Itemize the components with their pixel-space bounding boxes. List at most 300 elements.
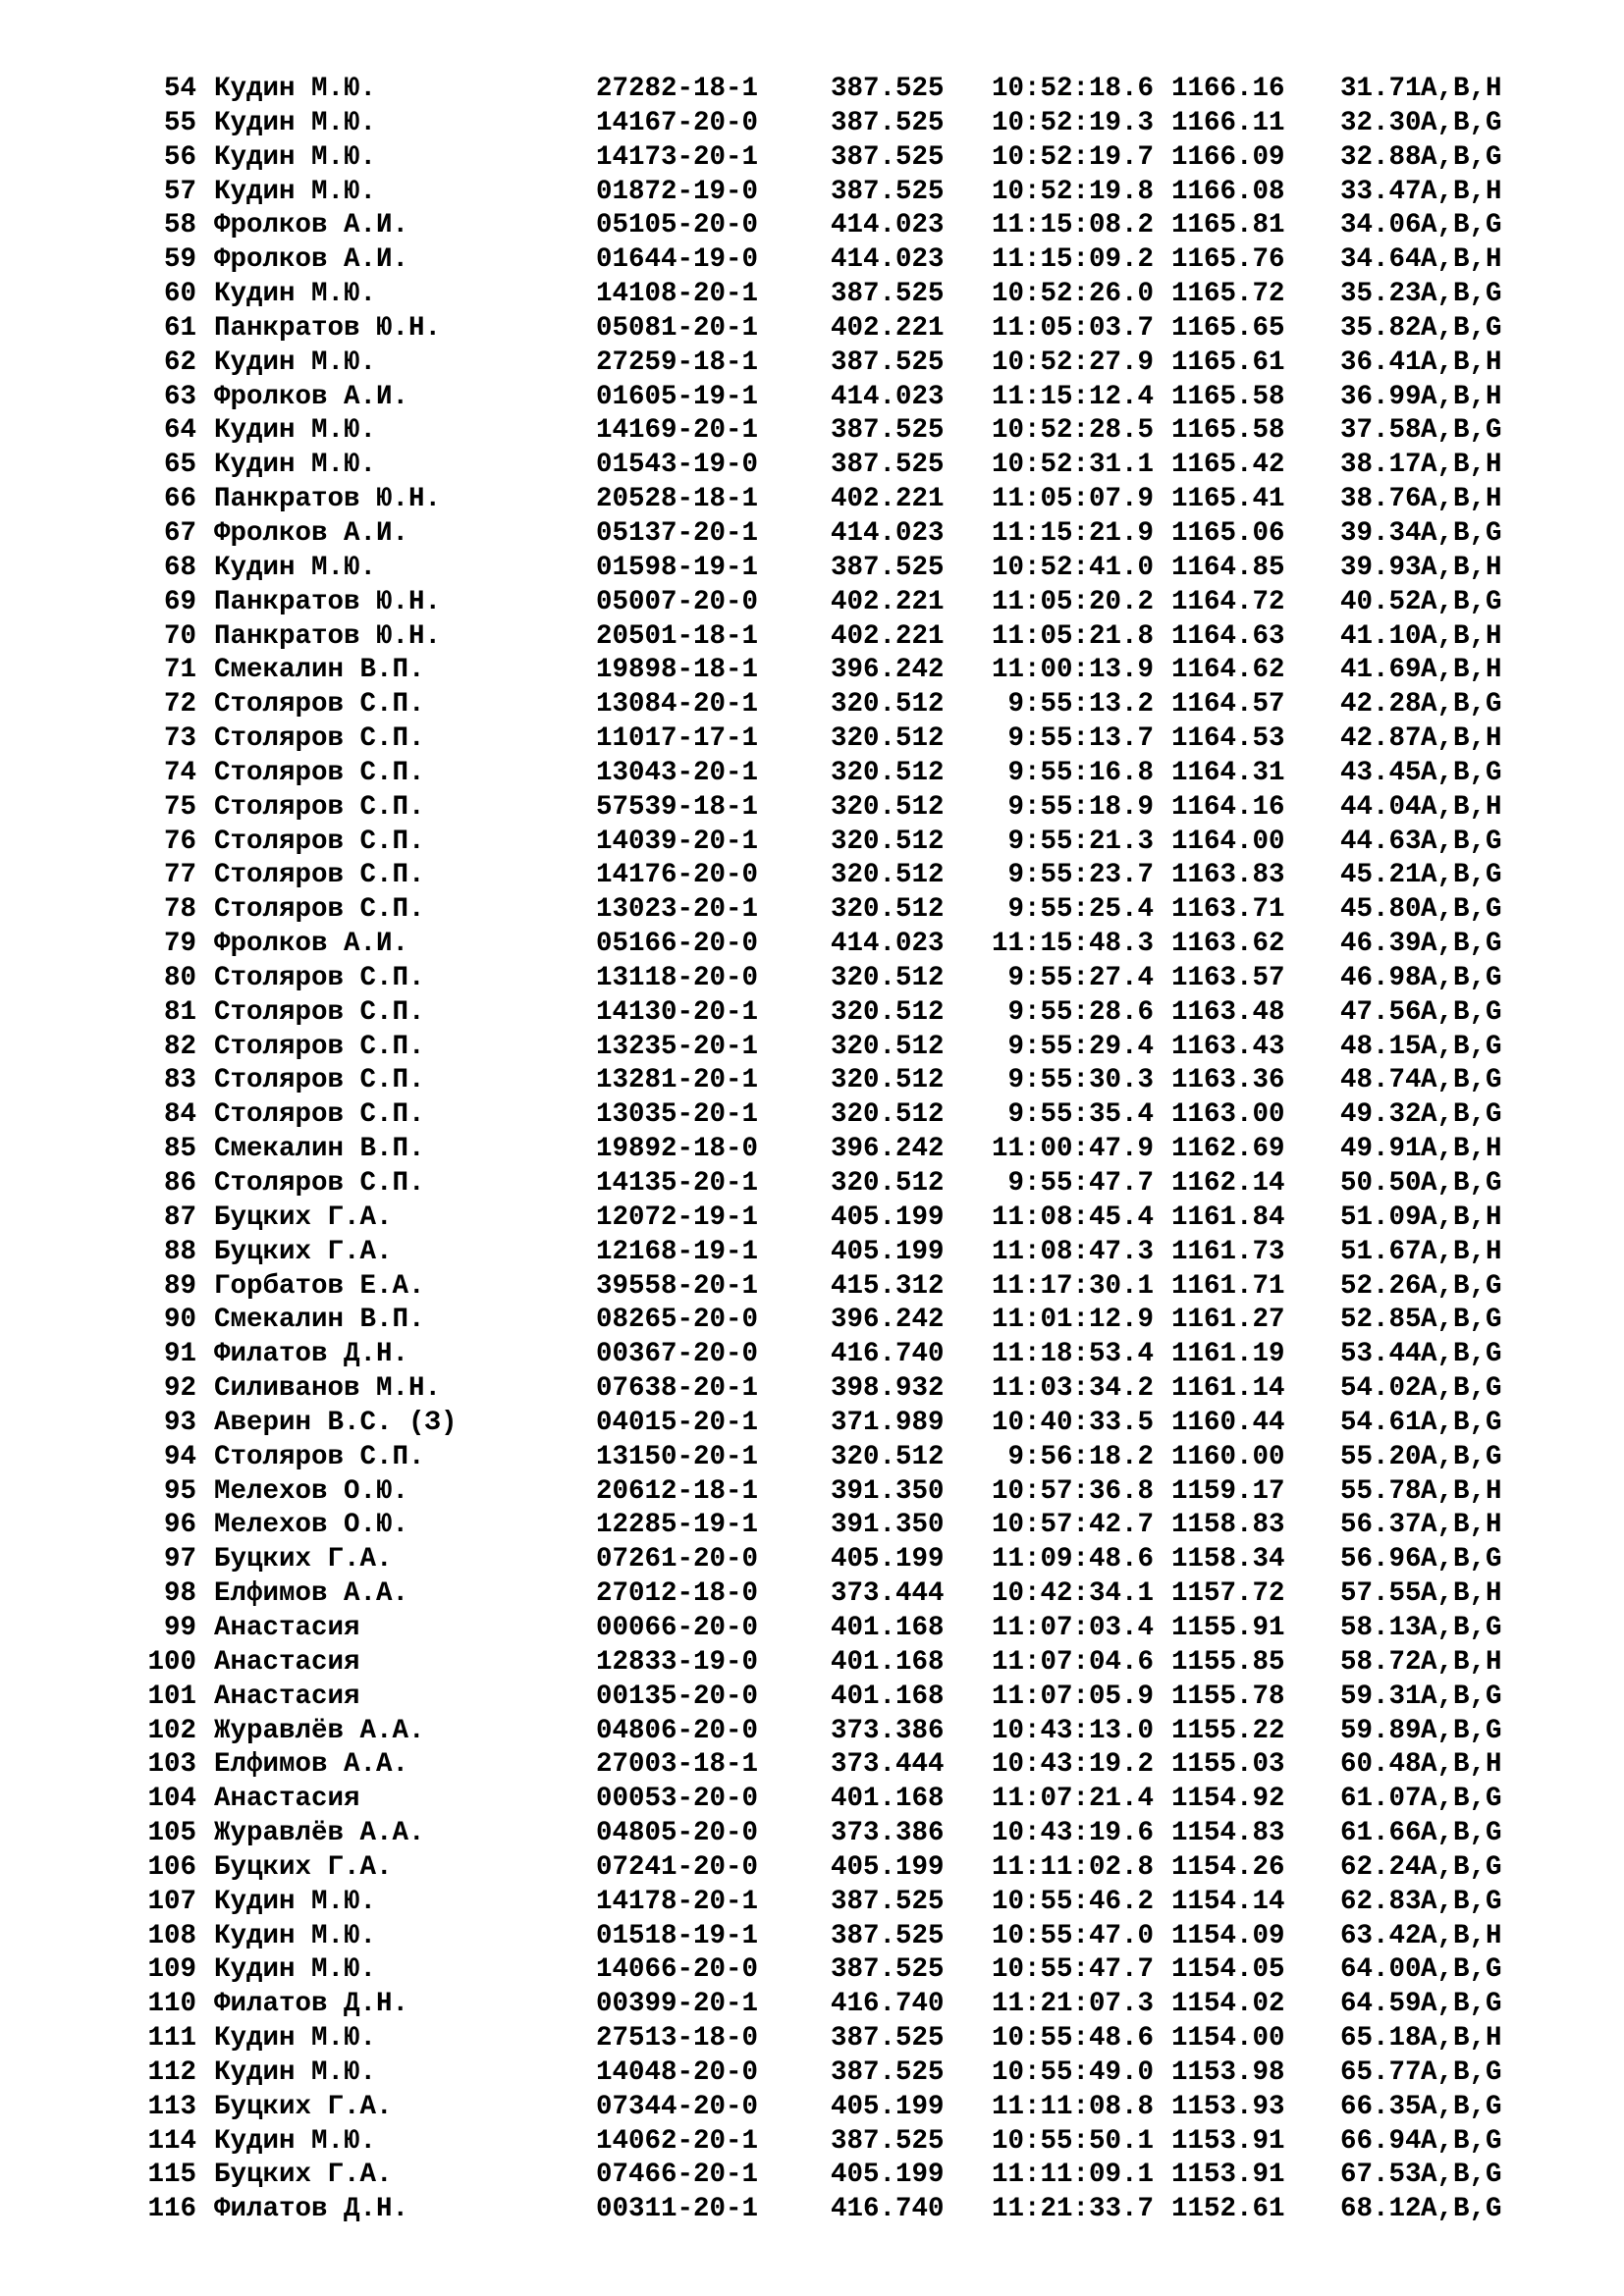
classes: A,B,H — [1421, 381, 1502, 412]
fancier-name: Анастасия — [214, 1681, 360, 1712]
fancier-name: Столяров С.П. — [214, 1168, 425, 1199]
place-number: 84 — [163, 1099, 196, 1131]
classes: A,B,G — [1421, 1031, 1502, 1062]
place-number: 71 — [163, 655, 196, 686]
arrival-time: 11:05:03.7 — [991, 312, 1154, 344]
distance: 416.740 — [831, 1339, 945, 1370]
distance: 396.242 — [831, 1134, 945, 1165]
table-row — [0, 791, 1624, 826]
coefficient: 41.69 — [1340, 655, 1422, 686]
arrival-time: 10:52:26.0 — [991, 279, 1154, 310]
fancier-name: Столяров С.П. — [214, 1031, 425, 1062]
ring-number: 00367-20-0 — [596, 1339, 759, 1370]
speed: 1154.02 — [1171, 1989, 1285, 2020]
arrival-time: 10:43:13.0 — [991, 1715, 1154, 1746]
ring-number: 08265-20-0 — [596, 1305, 759, 1336]
distance: 405.199 — [831, 2091, 945, 2122]
fancier-name: Аверин В.С. (З) — [214, 1407, 458, 1438]
place-number: 106 — [147, 1851, 196, 1883]
speed: 1154.09 — [1171, 1920, 1285, 1951]
fancier-name: Фролков А.И. — [214, 210, 409, 241]
fancier-name: Столяров С.П. — [214, 894, 425, 926]
coefficient: 36.99 — [1340, 381, 1422, 412]
distance: 414.023 — [831, 210, 945, 241]
classes: A,B,G — [1421, 210, 1502, 241]
arrival-time: 10:55:48.6 — [991, 2023, 1154, 2055]
speed: 1155.91 — [1171, 1612, 1285, 1643]
arrival-time: 10:43:19.6 — [991, 1818, 1154, 1849]
classes: A,B,H — [1421, 1920, 1502, 1951]
arrival-time: 11:00:13.9 — [991, 655, 1154, 686]
speed: 1161.73 — [1171, 1236, 1285, 1267]
arrival-time: 9:55:23.7 — [1007, 860, 1154, 891]
arrival-time: 10:52:19.3 — [991, 107, 1154, 138]
ring-number: 04806-20-0 — [596, 1715, 759, 1746]
speed: 1164.53 — [1171, 723, 1285, 755]
distance: 405.199 — [831, 2160, 945, 2191]
distance: 373.386 — [831, 1715, 945, 1746]
speed: 1155.03 — [1171, 1749, 1285, 1781]
fancier-name: Столяров С.П. — [214, 826, 425, 857]
speed: 1159.17 — [1171, 1475, 1285, 1507]
coefficient: 42.28 — [1340, 689, 1422, 721]
ring-number: 05105-20-0 — [596, 210, 759, 241]
place-number: 116 — [147, 2194, 196, 2225]
classes: A,B,H — [1421, 1134, 1502, 1165]
ring-number: 27513-18-0 — [596, 2023, 759, 2055]
fancier-name: Кудин М.Ю. — [214, 2056, 377, 2088]
place-number: 88 — [163, 1236, 196, 1267]
fancier-name: Горбатов Е.А. — [214, 1270, 425, 1302]
classes: A,B,H — [1421, 484, 1502, 515]
table-row — [0, 586, 1624, 620]
arrival-time: 11:07:21.4 — [991, 1784, 1154, 1815]
table-row — [0, 1098, 1624, 1133]
speed: 1160.00 — [1171, 1441, 1285, 1472]
fancier-name: Елфимов А.А. — [214, 1578, 409, 1610]
place-number: 66 — [163, 484, 196, 515]
coefficient: 35.23 — [1340, 279, 1422, 310]
distance: 387.525 — [831, 107, 945, 138]
distance: 402.221 — [831, 484, 945, 515]
table-row — [0, 1783, 1624, 1817]
arrival-time: 10:43:19.2 — [991, 1749, 1154, 1781]
arrival-time: 11:08:45.4 — [991, 1201, 1154, 1233]
classes: A,B,G — [1421, 826, 1502, 857]
ring-number: 20501-18-1 — [596, 620, 759, 652]
table-row — [0, 1715, 1624, 1749]
speed: 1165.72 — [1171, 279, 1285, 310]
arrival-time: 9:55:28.6 — [1007, 996, 1154, 1028]
distance: 387.525 — [831, 2023, 945, 2055]
ring-number: 01872-19-0 — [596, 176, 759, 207]
ring-number: 14130-20-1 — [596, 996, 759, 1028]
classes: A,B,G — [1421, 415, 1502, 447]
distance: 320.512 — [831, 1099, 945, 1131]
ring-number: 00399-20-1 — [596, 1989, 759, 2020]
distance: 414.023 — [831, 381, 945, 412]
place-number: 79 — [163, 929, 196, 960]
ring-number: 19892-18-0 — [596, 1134, 759, 1165]
fancier-name: Смекалин В.П. — [214, 1134, 425, 1165]
fancier-name: Буцких Г.А. — [214, 2160, 393, 2191]
speed: 1158.83 — [1171, 1510, 1285, 1541]
table-row — [0, 1338, 1624, 1372]
table-row — [0, 1817, 1624, 1851]
classes: A,B,G — [1421, 689, 1502, 721]
speed: 1165.65 — [1171, 312, 1285, 344]
arrival-time: 10:42:34.1 — [991, 1578, 1154, 1610]
classes: A,B,H — [1421, 176, 1502, 207]
fancier-name: Анастасия — [214, 1646, 360, 1678]
coefficient: 66.35 — [1340, 2091, 1422, 2122]
fancier-name: Фролков А.И. — [214, 929, 409, 960]
speed: 1164.31 — [1171, 757, 1285, 788]
place-number: 97 — [163, 1544, 196, 1575]
coefficient: 42.87 — [1340, 723, 1422, 755]
place-number: 85 — [163, 1134, 196, 1165]
arrival-time: 10:52:27.9 — [991, 347, 1154, 378]
ring-number: 01543-19-0 — [596, 450, 759, 481]
ring-number: 20528-18-1 — [596, 484, 759, 515]
place-number: 102 — [147, 1715, 196, 1746]
arrival-time: 10:52:41.0 — [991, 552, 1154, 583]
speed: 1166.11 — [1171, 107, 1285, 138]
place-number: 69 — [163, 586, 196, 617]
arrival-time: 11:05:07.9 — [991, 484, 1154, 515]
table-row — [0, 1133, 1624, 1167]
classes: A,B,G — [1421, 2056, 1502, 2088]
table-row — [0, 381, 1624, 415]
table-row — [0, 1064, 1624, 1098]
place-number: 57 — [163, 176, 196, 207]
classes: A,B,G — [1421, 1954, 1502, 1986]
table-row — [0, 209, 1624, 243]
fancier-name: Кудин М.Ю. — [214, 279, 377, 310]
arrival-time: 10:40:33.5 — [991, 1407, 1154, 1438]
coefficient: 64.00 — [1340, 1954, 1422, 1986]
arrival-time: 9:55:13.2 — [1007, 689, 1154, 721]
ring-number: 07241-20-0 — [596, 1851, 759, 1883]
coefficient: 47.56 — [1340, 996, 1422, 1028]
table-row — [0, 449, 1624, 483]
arrival-time: 10:57:42.7 — [991, 1510, 1154, 1541]
speed: 1165.76 — [1171, 244, 1285, 276]
arrival-time: 11:05:21.8 — [991, 620, 1154, 652]
ring-number: 14062-20-1 — [596, 2125, 759, 2157]
coefficient: 60.48 — [1340, 1749, 1422, 1781]
speed: 1165.58 — [1171, 381, 1285, 412]
speed: 1155.22 — [1171, 1715, 1285, 1746]
coefficient: 48.15 — [1340, 1031, 1422, 1062]
ring-number: 13118-20-0 — [596, 962, 759, 993]
fancier-name: Кудин М.Ю. — [214, 415, 377, 447]
table-row — [0, 620, 1624, 655]
speed: 1166.08 — [1171, 176, 1285, 207]
classes: A,B,H — [1421, 620, 1502, 652]
fancier-name: Столяров С.П. — [214, 723, 425, 755]
table-row — [0, 1646, 1624, 1681]
distance: 402.221 — [831, 312, 945, 344]
distance: 414.023 — [831, 244, 945, 276]
distance: 387.525 — [831, 1954, 945, 1986]
coefficient: 39.34 — [1340, 517, 1422, 549]
classes: A,B,G — [1421, 1339, 1502, 1370]
classes: A,B,H — [1421, 2023, 1502, 2055]
distance: 401.168 — [831, 1612, 945, 1643]
fancier-name: Кудин М.Ю. — [214, 1954, 377, 1986]
fancier-name: Кудин М.Ю. — [214, 347, 377, 378]
classes: A,B,G — [1421, 1544, 1502, 1575]
fancier-name: Мелехов О.Ю. — [214, 1510, 409, 1541]
ring-number: 14048-20-0 — [596, 2056, 759, 2088]
coefficient: 45.80 — [1340, 894, 1422, 926]
coefficient: 49.32 — [1340, 1099, 1422, 1131]
distance: 320.512 — [831, 1031, 945, 1062]
classes: A,B,G — [1421, 1373, 1502, 1405]
table-row — [0, 688, 1624, 722]
fancier-name: Мелехов О.Ю. — [214, 1475, 409, 1507]
fancier-name: Елфимов А.А. — [214, 1749, 409, 1781]
classes: A,B,G — [1421, 1886, 1502, 1917]
coefficient: 46.39 — [1340, 929, 1422, 960]
coefficient: 54.02 — [1340, 1373, 1422, 1405]
fancier-name: Фролков А.И. — [214, 517, 409, 549]
place-number: 81 — [163, 996, 196, 1028]
arrival-time: 10:52:18.6 — [991, 74, 1154, 104]
place-number: 67 — [163, 517, 196, 549]
speed: 1164.00 — [1171, 826, 1285, 857]
speed: 1157.72 — [1171, 1578, 1285, 1610]
speed: 1161.19 — [1171, 1339, 1285, 1370]
speed: 1165.41 — [1171, 484, 1285, 515]
speed: 1165.42 — [1171, 450, 1285, 481]
arrival-time: 11:07:05.9 — [991, 1681, 1154, 1712]
fancier-name: Кудин М.Ю. — [214, 176, 377, 207]
fancier-name: Буцких Г.А. — [214, 1851, 393, 1883]
coefficient: 34.64 — [1340, 244, 1422, 276]
place-number: 107 — [147, 1886, 196, 1917]
place-number: 113 — [147, 2091, 196, 2122]
classes: A,B,H — [1421, 723, 1502, 755]
place-number: 103 — [147, 1749, 196, 1781]
coefficient: 44.04 — [1340, 791, 1422, 823]
table-row — [0, 1236, 1624, 1270]
arrival-time: 9:55:30.3 — [1007, 1065, 1154, 1096]
arrival-time: 9:55:25.4 — [1007, 894, 1154, 926]
place-number: 115 — [147, 2160, 196, 2191]
ring-number: 39558-20-1 — [596, 1270, 759, 1302]
place-number: 99 — [163, 1612, 196, 1643]
speed: 1164.57 — [1171, 689, 1285, 721]
distance: 387.525 — [831, 552, 945, 583]
fancier-name: Кудин М.Ю. — [214, 107, 377, 138]
place-number: 72 — [163, 689, 196, 721]
speed: 1154.83 — [1171, 1818, 1285, 1849]
coefficient: 65.77 — [1340, 2056, 1422, 2088]
distance: 320.512 — [831, 1441, 945, 1472]
place-number: 92 — [163, 1373, 196, 1405]
classes: A,B,G — [1421, 107, 1502, 138]
coefficient: 35.82 — [1340, 312, 1422, 344]
arrival-time: 9:55:27.4 — [1007, 962, 1154, 993]
speed: 1160.44 — [1171, 1407, 1285, 1438]
arrival-time: 10:52:19.8 — [991, 176, 1154, 207]
coefficient: 31.71 — [1340, 74, 1422, 104]
speed: 1152.61 — [1171, 2194, 1285, 2225]
table-row — [0, 347, 1624, 381]
table-row — [0, 1270, 1624, 1305]
classes: A,B,G — [1421, 996, 1502, 1028]
ring-number: 27003-18-1 — [596, 1749, 759, 1781]
table-row — [0, 483, 1624, 517]
ring-number: 14169-20-1 — [596, 415, 759, 447]
coefficient: 56.96 — [1340, 1544, 1422, 1575]
place-number: 59 — [163, 244, 196, 276]
coefficient: 46.98 — [1340, 962, 1422, 993]
place-number: 114 — [147, 2125, 196, 2157]
coefficient: 58.72 — [1340, 1646, 1422, 1678]
fancier-name: Фролков А.И. — [214, 381, 409, 412]
ring-number: 20612-18-1 — [596, 1475, 759, 1507]
ring-number: 27259-18-1 — [596, 347, 759, 378]
speed: 1164.72 — [1171, 586, 1285, 617]
distance: 373.444 — [831, 1578, 945, 1610]
speed: 1164.63 — [1171, 620, 1285, 652]
fancier-name: Кудин М.Ю. — [214, 74, 377, 104]
coefficient: 53.44 — [1340, 1339, 1422, 1370]
classes: A,B,G — [1421, 2091, 1502, 2122]
ring-number: 13235-20-1 — [596, 1031, 759, 1062]
classes: A,B,H — [1421, 655, 1502, 686]
coefficient: 68.12 — [1340, 2194, 1422, 2225]
table-row — [0, 1988, 1624, 2022]
table-row — [0, 1886, 1624, 1920]
coefficient: 41.10 — [1340, 620, 1422, 652]
classes: A,B,G — [1421, 1784, 1502, 1815]
distance: 401.168 — [831, 1646, 945, 1678]
arrival-time: 9:55:21.3 — [1007, 826, 1154, 857]
arrival-time: 10:55:50.1 — [991, 2125, 1154, 2157]
distance: 396.242 — [831, 1305, 945, 1336]
table-row — [0, 1543, 1624, 1577]
distance: 371.989 — [831, 1407, 945, 1438]
classes: A,B,H — [1421, 791, 1502, 823]
distance: 414.023 — [831, 929, 945, 960]
coefficient: 43.45 — [1340, 757, 1422, 788]
place-number: 63 — [163, 381, 196, 412]
arrival-time: 11:00:47.9 — [991, 1134, 1154, 1165]
arrival-time: 11:01:12.9 — [991, 1305, 1154, 1336]
arrival-time: 9:55:16.8 — [1007, 757, 1154, 788]
speed: 1161.71 — [1171, 1270, 1285, 1302]
coefficient: 61.07 — [1340, 1784, 1422, 1815]
ring-number: 14173-20-1 — [596, 141, 759, 173]
classes: A,B,H — [1421, 347, 1502, 378]
place-number: 58 — [163, 210, 196, 241]
classes: A,B,H — [1421, 1201, 1502, 1233]
fancier-name: Кудин М.Ю. — [214, 2125, 377, 2157]
classes: A,B,H — [1421, 244, 1502, 276]
fancier-name: Анастасия — [214, 1784, 360, 1815]
table-row — [0, 893, 1624, 928]
table-row — [0, 1577, 1624, 1612]
speed: 1163.57 — [1171, 962, 1285, 993]
coefficient: 64.59 — [1340, 1989, 1422, 2020]
ring-number: 14135-20-1 — [596, 1168, 759, 1199]
classes: A,B,G — [1421, 1441, 1502, 1472]
ring-number: 13281-20-1 — [596, 1065, 759, 1096]
table-row — [0, 517, 1624, 552]
ring-number: 07466-20-1 — [596, 2160, 759, 2191]
ring-number: 14108-20-1 — [596, 279, 759, 310]
speed: 1158.34 — [1171, 1544, 1285, 1575]
coefficient: 62.83 — [1340, 1886, 1422, 1917]
fancier-name: Столяров С.П. — [214, 1441, 425, 1472]
place-number: 94 — [163, 1441, 196, 1472]
distance: 396.242 — [831, 655, 945, 686]
distance: 405.199 — [831, 1201, 945, 1233]
fancier-name: Буцких Г.А. — [214, 1544, 393, 1575]
ring-number: 07261-20-0 — [596, 1544, 759, 1575]
classes: A,B,H — [1421, 74, 1502, 104]
classes: A,B,G — [1421, 1715, 1502, 1746]
fancier-name: Силиванов М.Н. — [214, 1373, 442, 1405]
coefficient: 58.13 — [1340, 1612, 1422, 1643]
distance: 405.199 — [831, 1236, 945, 1267]
fancier-name: Филатов Д.Н. — [214, 1989, 409, 2020]
arrival-time: 10:55:47.0 — [991, 1920, 1154, 1951]
arrival-time: 9:56:18.2 — [1007, 1441, 1154, 1472]
place-number: 65 — [163, 450, 196, 481]
ring-number: 01605-19-1 — [596, 381, 759, 412]
classes: A,B,G — [1421, 1099, 1502, 1131]
distance: 402.221 — [831, 620, 945, 652]
fancier-name: Столяров С.П. — [214, 962, 425, 993]
table-row — [0, 1372, 1624, 1407]
place-number: 68 — [163, 552, 196, 583]
table-row — [0, 107, 1624, 141]
distance: 401.168 — [831, 1784, 945, 1815]
distance: 405.199 — [831, 1544, 945, 1575]
place-number: 110 — [147, 1989, 196, 2020]
fancier-name: Панкратов Ю.Н. — [214, 586, 442, 617]
fancier-name: Журавлёв А.А. — [214, 1818, 425, 1849]
ring-number: 19898-18-1 — [596, 655, 759, 686]
classes: A,B,H — [1421, 552, 1502, 583]
place-number: 100 — [147, 1646, 196, 1678]
table-row — [0, 1167, 1624, 1201]
arrival-time: 11:15:08.2 — [991, 210, 1154, 241]
arrival-time: 10:52:19.7 — [991, 141, 1154, 173]
place-number: 56 — [163, 141, 196, 173]
place-number: 108 — [147, 1920, 196, 1951]
fancier-name: Столяров С.П. — [214, 1099, 425, 1131]
arrival-time: 11:15:21.9 — [991, 517, 1154, 549]
coefficient: 56.37 — [1340, 1510, 1422, 1541]
table-row — [0, 2056, 1624, 2091]
ring-number: 00311-20-1 — [596, 2194, 759, 2225]
distance: 320.512 — [831, 757, 945, 788]
speed: 1165.61 — [1171, 347, 1285, 378]
speed: 1163.62 — [1171, 929, 1285, 960]
speed: 1164.62 — [1171, 655, 1285, 686]
table-row — [0, 928, 1624, 962]
classes: A,B,G — [1421, 1305, 1502, 1336]
table-row — [0, 1681, 1624, 1715]
table-row — [0, 1748, 1624, 1783]
distance: 415.312 — [831, 1270, 945, 1302]
